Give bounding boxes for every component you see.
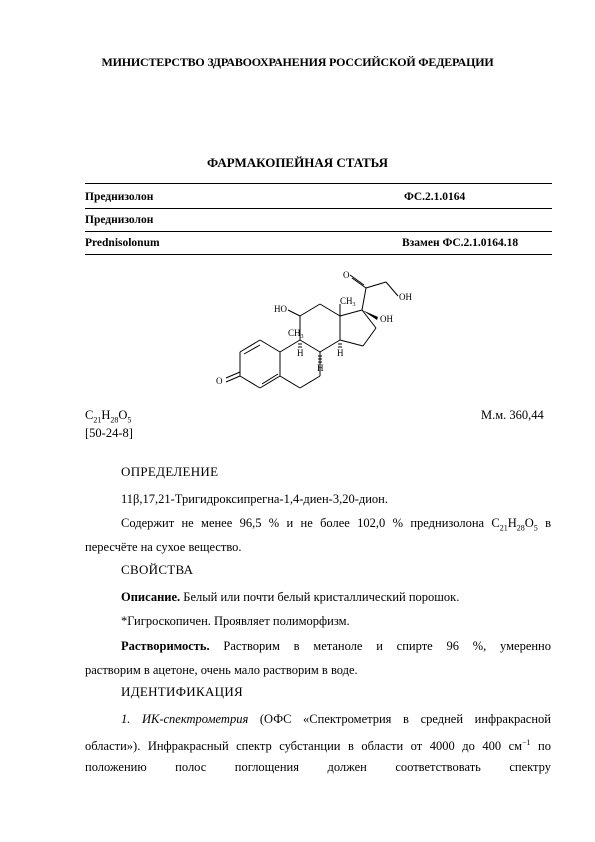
structural-formula bbox=[200, 270, 420, 420]
oh-side-label: OH bbox=[399, 292, 412, 302]
ir-line-3: положению полос поглощения должен соответствовать спектру bbox=[85, 760, 551, 774]
divider-3 bbox=[85, 254, 552, 255]
ho-label: HO bbox=[274, 304, 287, 314]
section-properties: СВОЙСТВА bbox=[121, 562, 194, 577]
cas-number: [50-24-8] bbox=[85, 426, 133, 440]
ch3-2-label: $CH_3$ bbox=[340, 296, 356, 308]
formula-labels bbox=[216, 270, 412, 386]
oxo-top-label: O bbox=[343, 270, 350, 280]
chemical-name: 11β,17,21-Тригидроксипрегна-1,4-диен-3,20-дион. bbox=[121, 492, 388, 506]
replaces-note: Взамен ФС.2.1.0164.18 bbox=[402, 237, 519, 249]
h-9-label: H bbox=[297, 348, 304, 358]
content-line-2: пересчёте на сухое вещество. bbox=[85, 540, 242, 554]
solubility-line-2: растворим в ацетоне, очень мало растворим в воде. bbox=[85, 663, 358, 677]
ministry-title: МИНИСТЕРСТВО ЗДРАВООХРАНЕНИЯ РОССИЙСКОЙ ФЕДЕРАЦИИ bbox=[101, 55, 494, 69]
ch3-1-label: $CH_3$ bbox=[288, 328, 304, 340]
formula-bonds bbox=[226, 275, 398, 388]
section-definition: ОПРЕДЕЛЕНИЕ bbox=[121, 464, 219, 479]
divider-2 bbox=[85, 231, 552, 232]
molecular-mass: М.м. 360,44 bbox=[481, 408, 544, 422]
article-name-ru: Преднизолон bbox=[85, 191, 154, 203]
h-14-label: H bbox=[337, 348, 344, 358]
description-line: Описание. Белый или почти белый кристаллический порошок. bbox=[121, 590, 460, 604]
hygroscopic-note: *Гигроскопичен. Проявляет полиморфизм. bbox=[121, 614, 350, 628]
section-identification: ИДЕНТИФИКАЦИЯ bbox=[121, 684, 243, 699]
divider-top bbox=[85, 183, 552, 184]
wedge-bond-17oh bbox=[362, 310, 378, 320]
h-8-label: H bbox=[317, 363, 324, 373]
article-name-ru-2: Преднизолон bbox=[85, 214, 154, 226]
oh-17-label: OH bbox=[380, 314, 393, 324]
molecular-formula: $C_{21}H_{28}O_5$ bbox=[85, 408, 132, 425]
article-code: ФС.2.1.0164 bbox=[404, 191, 466, 203]
solubility-line-1: Растворимость. Растворим в метаноле и спирте 96 %, умеренно bbox=[121, 639, 551, 653]
divider-1 bbox=[85, 208, 552, 209]
oxo-3-label: O bbox=[216, 376, 223, 386]
article-name-lat: Prednisolonum bbox=[85, 237, 160, 249]
document-type-title: ФАРМАКОПЕЙНАЯ СТАТЬЯ bbox=[207, 155, 388, 170]
ir-line-2: области»). Инфракрасный спектр субстанции в области от 4000 до 400 $см^{-1}$ по bbox=[85, 738, 551, 754]
ir-line-1: 1. ИК-спектрометрия (ОФС «Спектрометрия в средней инфракрасной bbox=[121, 712, 551, 726]
content-line-1: Содержит не менее 96,5 % и не более 102,0 % преднизолона $C_{21}H_{28}O_5$ в bbox=[121, 516, 551, 533]
